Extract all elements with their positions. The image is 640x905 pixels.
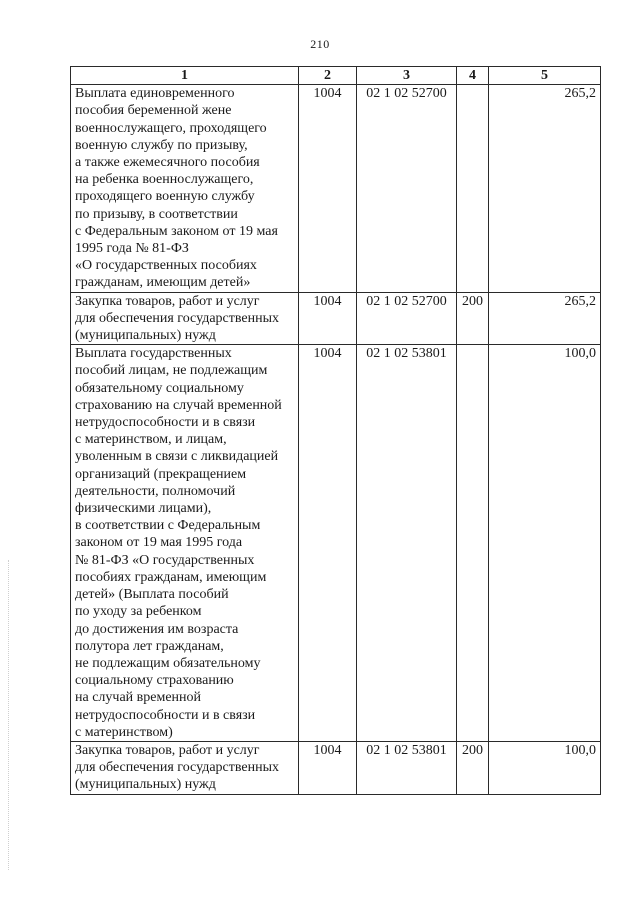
amount-cell: 100,0	[489, 741, 601, 794]
expense-type-cell: 200	[457, 741, 489, 794]
section-code-cell: 1004	[299, 741, 357, 794]
amount-cell: 265,2	[489, 85, 601, 292]
expense-type-cell	[457, 345, 489, 742]
row-name-cell: Закупка товаров, работ и услуг для обеспечения государственных (муниципальных) нужд	[71, 292, 299, 345]
amount-cell: 265,2	[489, 292, 601, 345]
expense-type-cell: 200	[457, 292, 489, 345]
target-code-cell: 02 1 02 53801	[357, 345, 457, 742]
target-code-cell: 02 1 02 53801	[357, 741, 457, 794]
target-code-cell: 02 1 02 52700	[357, 85, 457, 292]
table-row	[71, 85, 601, 292]
row-name-cell: Выплата государственных пособий лицам, не подлежащим обязательному социальному страхованию на случай временной нетрудоспособности и в связи с материнством, и лицам, уволенным в связи с ликвидацией организаций (прекращением деятельности, полномочий физическими лицами), в соответствии с Федеральным законом от 19 мая 1995 года № 81-ФЗ «О государственных пособиях гражданам, имеющим детей» (Выплата пособий по уходу за ребенком до достижения им возраста полутора лет гражданам, не подлежащим обязательному социальному страхованию на случай временной нетрудоспособности и в связи с материнством)	[71, 345, 299, 742]
scan-margin-mark	[8, 560, 10, 870]
expense-type-cell	[457, 85, 489, 292]
target-code-cell: 02 1 02 52700	[357, 292, 457, 345]
budget-table	[70, 66, 601, 795]
column-header-4: 4	[457, 67, 489, 85]
table-row	[71, 345, 601, 742]
column-header-3: 3	[357, 67, 457, 85]
amount-cell: 100,0	[489, 345, 601, 742]
header-row	[71, 67, 601, 85]
section-code-cell: 1004	[299, 85, 357, 292]
page-number: 210	[310, 37, 330, 51]
row-name-cell: Выплата единовременного пособия беременной жене военнослужащего, проходящего военную службу по призыву, а также ежемесячного пособия на ребенка военнослужащего, проходящего военную службу по призыву, в соответствии с Федеральным законом от 19 мая 1995 года № 81-ФЗ «О государственных пособиях гражданам, имеющим детей»	[71, 85, 299, 292]
column-header-2: 2	[299, 67, 357, 85]
table-row	[71, 741, 601, 794]
table-row	[71, 292, 601, 345]
section-code-cell: 1004	[299, 292, 357, 345]
column-header-1: 1	[71, 67, 299, 85]
column-header-5: 5	[489, 67, 601, 85]
row-name-cell: Закупка товаров, работ и услуг для обеспечения государственных (муниципальных) нужд	[71, 741, 299, 794]
section-code-cell: 1004	[299, 345, 357, 742]
